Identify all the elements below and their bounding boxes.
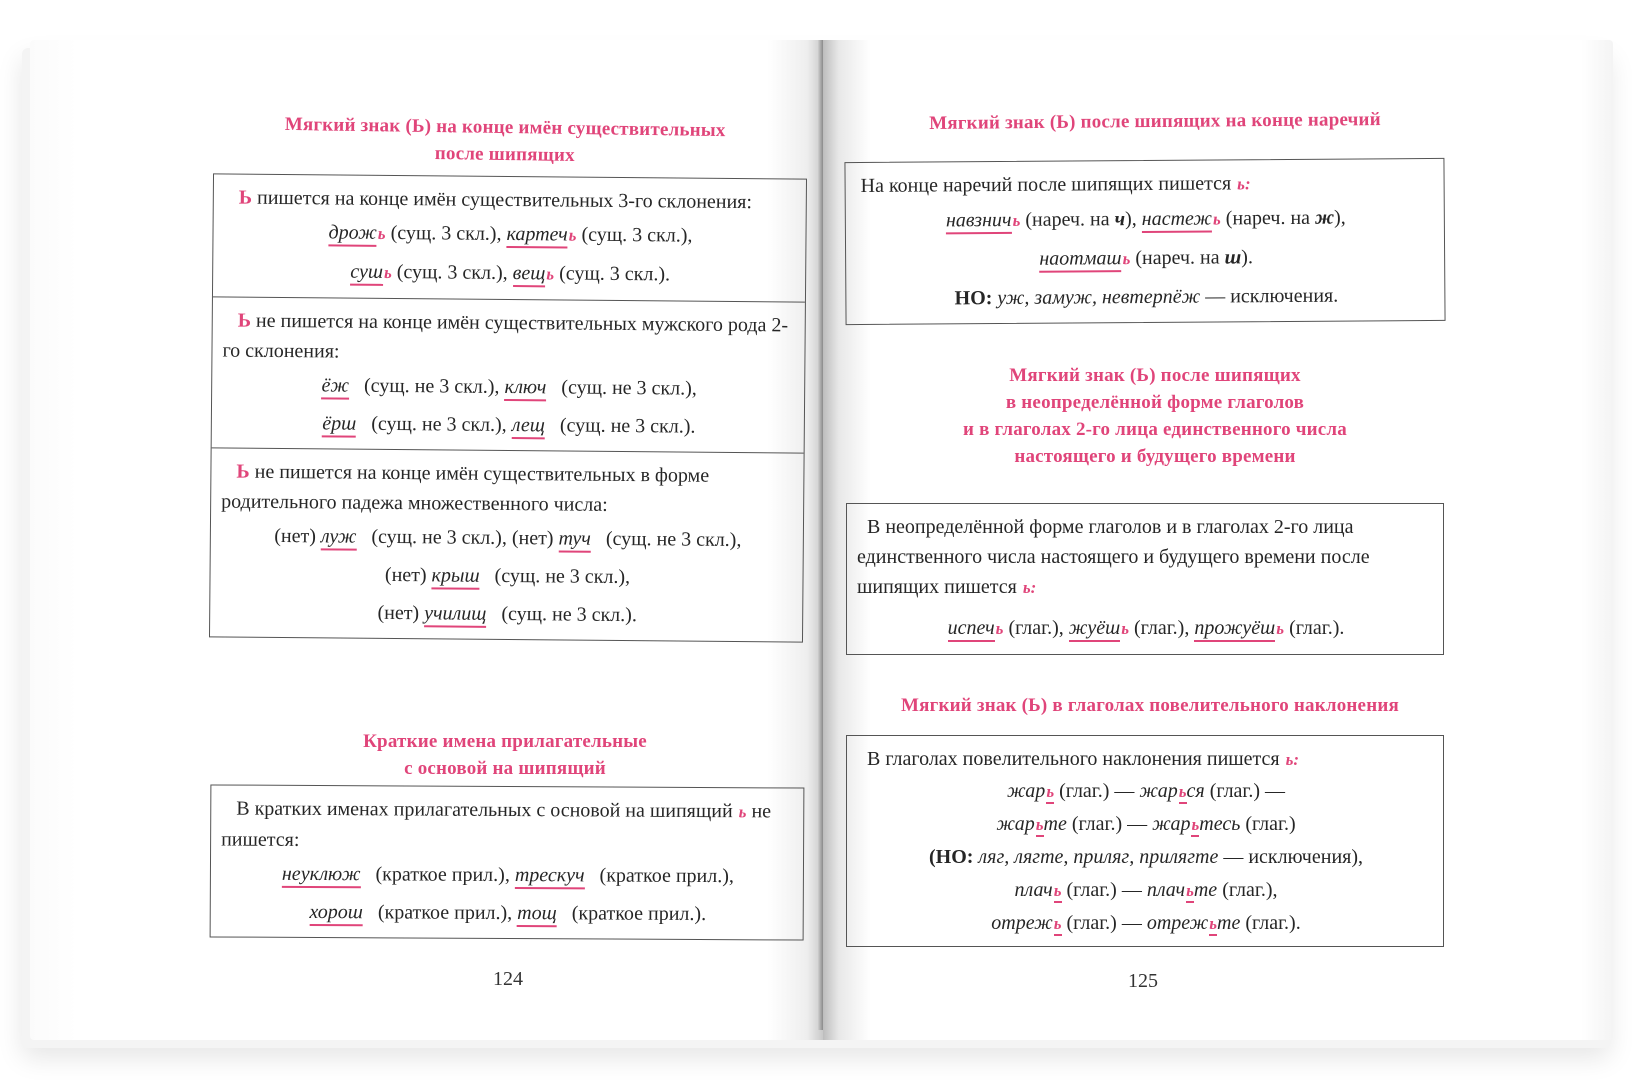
soft-sign: ь: <box>1022 578 1037 597</box>
example-word: навзнич <box>946 209 1012 234</box>
heading-line: после шипящих <box>434 143 575 166</box>
example-word-ending: тесь <box>1199 813 1241 835</box>
example-note: (глаг.), <box>1134 617 1190 639</box>
noun-rule-genitive-plural <box>210 447 804 641</box>
adverb-rule <box>845 159 1444 324</box>
noun-rule-masculine-second <box>212 296 805 452</box>
soft-sign: ь: <box>1285 750 1300 769</box>
example-word: суш <box>350 261 383 286</box>
rule-text <box>221 794 795 858</box>
example-note: (сущ. не 3 скл.), <box>605 527 742 552</box>
soft-sign: ь <box>1054 881 1062 903</box>
example-word: вещ <box>513 262 546 287</box>
example-line <box>222 404 796 447</box>
rule-intro-tail: не пишется: <box>221 800 772 851</box>
soft-sign: ь <box>1276 619 1285 638</box>
example-word: картеч <box>506 223 567 249</box>
example-word: хорош <box>309 901 363 926</box>
example-word-ending: те <box>1043 813 1067 835</box>
soft-sign: ь <box>1179 782 1187 804</box>
rule-text <box>221 457 796 522</box>
example-line <box>223 213 797 257</box>
example-word: настеж <box>1142 208 1212 233</box>
example-note: (глаг.) — <box>1209 780 1286 802</box>
example-note: (сущ. 3 скл.), <box>581 223 693 247</box>
example-line <box>857 874 1435 907</box>
example-word-ending: ся <box>1186 780 1205 802</box>
soft-sign: ь <box>738 802 747 822</box>
verb-rule <box>847 504 1443 654</box>
noun-rules-box <box>209 173 807 642</box>
example-note: (глаг.), <box>1222 879 1278 901</box>
example-word: ёж <box>321 374 349 399</box>
example-note: (краткое прил.), <box>599 864 735 888</box>
rule-text <box>222 306 797 371</box>
soft-sign: ь <box>1191 815 1199 837</box>
example-note: ), <box>1125 208 1137 231</box>
exception-label: НО: <box>935 846 974 868</box>
heading-imperative <box>845 692 1455 719</box>
soft-sign-letter: Ь <box>238 186 253 209</box>
soft-sign: ь <box>1186 881 1194 903</box>
example-prefix: (нет) <box>274 524 317 548</box>
rule-intro: не пишется на конце имён существительных мужского рода 2-го склонения: <box>222 309 789 363</box>
soft-sign-letter: Ь <box>236 460 250 483</box>
exception-label: НО: <box>954 287 993 310</box>
example-word: испеч <box>948 617 995 642</box>
rule-intro: На конце наречий после шипящих пишется <box>860 172 1232 197</box>
example-prefix: (нет) <box>377 601 420 625</box>
example-note: (глаг.). <box>1289 617 1345 639</box>
soft-sign: ь <box>1036 815 1044 837</box>
rule-intro: В глаголах повелительного наклонения пишется <box>867 748 1280 770</box>
exception-paren: ( <box>928 846 936 868</box>
soft-sign: ь <box>568 225 577 245</box>
soft-sign: ь <box>377 223 386 243</box>
example-line <box>857 907 1435 940</box>
example-note: (сущ. не 3 скл.), (нет) <box>371 525 554 550</box>
imperative-rule <box>847 736 1443 946</box>
page-number-right: 125 <box>1128 970 1158 992</box>
adverb-rule-box <box>844 158 1445 325</box>
example-prefix: (нет) <box>384 563 427 587</box>
soft-sign: ь <box>1054 914 1062 936</box>
example-word: жар <box>1139 780 1178 802</box>
noun-rule-third-declension <box>213 174 806 301</box>
example-word: трескуч <box>515 864 585 889</box>
rule-intro: пишется на конце имён существительных 3-го склонения: <box>256 186 753 214</box>
heading-line: Мягкий знак (Ь) после шипящих на конце наречий <box>929 109 1381 134</box>
short-adjective-box <box>210 784 805 940</box>
example-word: лещ <box>512 414 545 439</box>
example-word: прожуёш <box>1194 617 1275 642</box>
example-note: (краткое прил.), <box>377 901 513 925</box>
imperative-rule-box <box>846 735 1444 947</box>
rule-intro: не пишется на конце имён существительных в форме родительного падежа множественного числа: <box>221 460 710 516</box>
example-note: (сущ. 3 скл.), <box>396 261 508 284</box>
example-note: (краткое прил.). <box>571 902 707 926</box>
rule-intro: В кратких именах прилагательных с основой на шипящий <box>236 797 733 823</box>
soft-sign: ь <box>1046 782 1054 804</box>
heading-short-adjectives <box>215 728 795 782</box>
soft-sign: ь <box>546 264 555 284</box>
heading-line: настоящего и будущего времени <box>1014 446 1296 467</box>
example-word: крыш <box>431 564 479 589</box>
example-word: жар <box>1006 780 1046 802</box>
example-word-ending: те <box>1193 879 1218 901</box>
example-note: (глаг.) — <box>1059 780 1135 802</box>
rule-text <box>857 744 1435 775</box>
example-word: плач <box>1146 879 1186 901</box>
example-line <box>223 252 797 296</box>
example-line <box>857 808 1435 841</box>
soft-sign: ь <box>1209 914 1217 936</box>
example-word: дрож <box>328 221 376 246</box>
heading-soft-sign-nouns <box>215 110 796 172</box>
example-note: ), <box>1333 206 1346 229</box>
example-line <box>222 366 796 409</box>
example-line <box>856 198 1436 241</box>
example-word: туч <box>558 527 591 552</box>
example-word: отреж <box>991 912 1053 934</box>
soft-sign: ь: <box>1237 174 1251 194</box>
heading-line: Мягкий знак (Ь) после шипящих <box>1009 365 1301 386</box>
example-note: (глаг.). <box>1245 912 1301 934</box>
example-note: (сущ. 3 скл.). <box>559 262 671 286</box>
rule-text <box>856 167 1436 202</box>
exception-line <box>856 276 1436 318</box>
example-line <box>221 855 795 896</box>
example-line <box>857 775 1435 808</box>
heading-line: с основой на шипящий <box>404 758 606 779</box>
verb-rule-box <box>846 503 1444 655</box>
example-line <box>856 237 1436 280</box>
heading-line: в неопределённой форме глаголов <box>1005 392 1305 413</box>
heading-line: Мягкий знак (Ь) на конце имён существительных <box>284 113 726 142</box>
example-word: наотмаш <box>1039 247 1121 273</box>
example-word: жар <box>996 813 1035 835</box>
heading-line: Мягкий знак (Ь) в глаголах повелительного наклонения <box>901 695 1399 716</box>
example-word: отреж <box>1146 912 1209 934</box>
example-note: (сущ. не 3 скл.), <box>561 376 697 400</box>
rule-intro: В неопределённой форме глаголов и в глаголах 2-го лица единственного числа настоящего и будущего времени после шипящих пишется <box>857 516 1370 598</box>
example-line <box>221 517 795 560</box>
heading-line: Краткие имена прилагательные <box>363 731 647 752</box>
exception-words: уж, замуж, невтерпёж <box>997 285 1201 310</box>
heading-line: и в глаголах 2-го лица единственного числа <box>963 419 1347 440</box>
example-letter: ж <box>1314 206 1335 229</box>
soft-sign: ь <box>995 619 1004 638</box>
example-word: неуклюж <box>282 863 361 888</box>
example-note: (сущ. не 3 скл.), <box>494 564 631 589</box>
example-word: ключ <box>504 376 546 401</box>
example-note: (сущ. не 3 скл.). <box>501 602 637 627</box>
example-word: жар <box>1152 813 1191 835</box>
example-word-ending: те <box>1217 912 1241 934</box>
example-note: (сущ. не 3 скл.), <box>371 412 507 436</box>
soft-sign-letter: Ь <box>237 309 252 332</box>
example-note: (краткое прил.), <box>375 863 510 887</box>
example-letter: ч <box>1114 208 1126 231</box>
soft-sign: ь <box>1012 210 1021 230</box>
example-line <box>857 609 1435 648</box>
exception-tail: — исключения), <box>1223 846 1364 868</box>
short-adjective-rule <box>211 785 804 939</box>
example-letter: ш <box>1224 246 1242 269</box>
heading-soft-sign-adverbs <box>855 105 1455 137</box>
example-line <box>221 893 795 934</box>
soft-sign: ь <box>1122 249 1131 269</box>
exception-tail: — исключения. <box>1205 284 1339 308</box>
rule-text <box>857 512 1435 603</box>
example-word: ёрш <box>322 412 356 437</box>
example-word: училищ <box>424 602 486 628</box>
rule-text <box>224 183 798 218</box>
example-note: (сущ. не 3 скл.), <box>363 374 500 398</box>
example-note: ). <box>1241 246 1254 269</box>
soft-sign: ь <box>1212 209 1221 229</box>
example-note: (глаг.) <box>1245 813 1296 835</box>
example-word: жуёш <box>1069 617 1120 642</box>
example-line <box>220 592 794 635</box>
example-note: (глаг.) — <box>1066 912 1142 934</box>
example-note: (глаг.) — <box>1071 813 1148 835</box>
example-note: (нареч. на <box>1135 246 1220 270</box>
example-note: (нареч. на <box>1025 208 1110 231</box>
soft-sign: ь <box>1121 619 1129 638</box>
page-number-left: 124 <box>493 968 523 990</box>
example-word: тощ <box>517 902 557 927</box>
example-note: (глаг.), <box>1008 617 1064 639</box>
soft-sign: ь <box>383 262 392 282</box>
exception-line <box>857 841 1435 874</box>
example-note: (глаг.) — <box>1066 879 1142 901</box>
heading-soft-sign-verbs <box>850 362 1460 470</box>
example-line <box>220 554 794 597</box>
example-note: (сущ. не 3 скл.). <box>559 414 696 438</box>
example-word: плач <box>1014 879 1053 901</box>
example-word: луж <box>321 525 357 550</box>
exception-words: ляг, лягте, приляг, прилягте <box>978 846 1219 868</box>
example-note: (сущ. 3 скл.), <box>390 221 502 245</box>
example-note: (нареч. на <box>1225 206 1311 230</box>
